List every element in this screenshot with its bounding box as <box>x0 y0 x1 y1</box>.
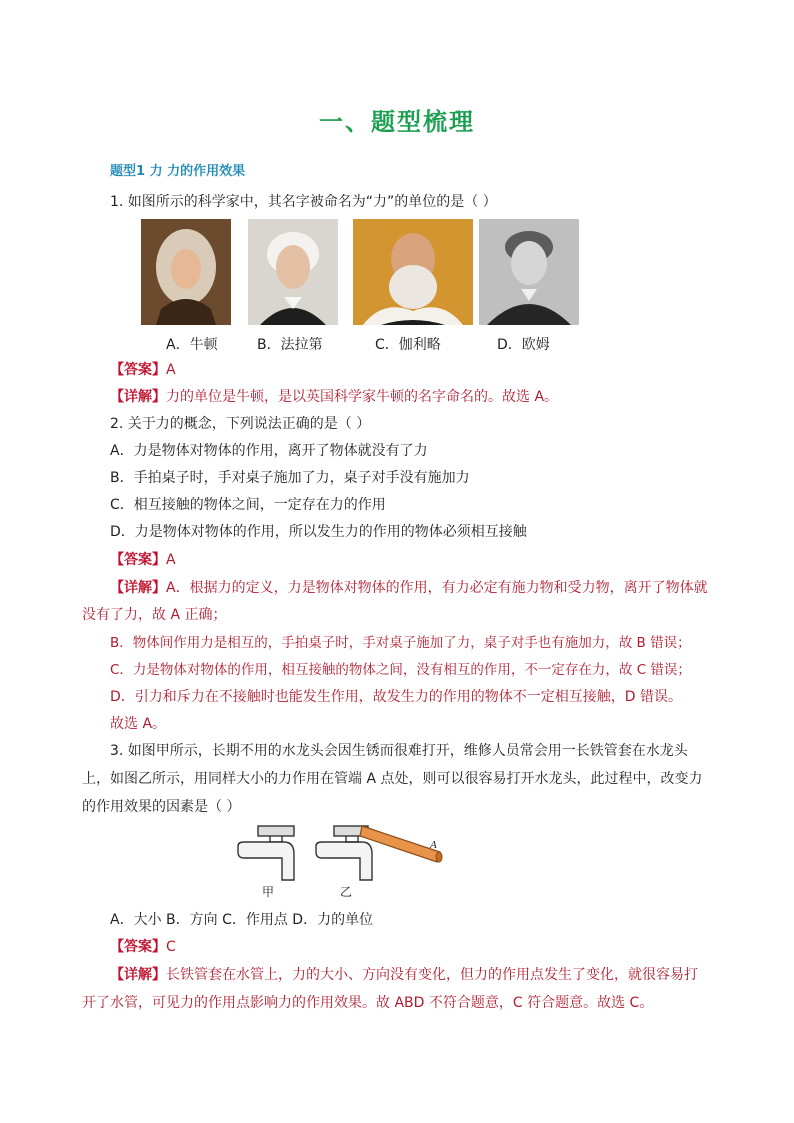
answer-value: C <box>166 939 176 955</box>
detail-text: A．根据力的定义，力是物体对物体的作用，有力必定有施力物和受力物，离开了物体就 <box>166 580 708 596</box>
q3-stem-line-2: 上，如图乙所示，用同样大小的力作用在管端 A 点处，则可以很容易打开水龙头，此过程中，改变力 <box>82 771 703 787</box>
section-title: 题型1 力 力的作用效果 <box>110 164 246 179</box>
q2-detail-line-1 <box>110 578 708 598</box>
q1-option-d: D．欧姆 <box>497 337 550 353</box>
q2-stem: 2. 关于力的概念，下列说法正确的是（ ） <box>110 416 371 432</box>
photo-faraday <box>248 219 338 325</box>
page-title: 一、题型梳理 <box>319 108 475 136</box>
q1-detail <box>110 387 558 407</box>
q3-stem-line-1: 3. 如图甲所示，长期不用的水龙头会因生锈而很难打开，维修人员常会用一长铁管套在水龙头 <box>110 743 688 759</box>
q2-detail-line-4: C．力是物体对物体的作用，相互接触的物体之间，没有相互的作用，不一定存在力，故 C 错误； <box>110 662 691 678</box>
fig-label-point-a: A <box>430 839 437 851</box>
answer-tag: 【答案】 <box>110 362 166 378</box>
q2-option-d: D．力是物体对物体的作用，所以发生力的作用的物体必须相互接触 <box>110 524 527 540</box>
q2-detail-line-3: B．物体间作用力是相互的，手拍桌子时，手对桌子施加了力，桌子对手也有施加力，故 B 错误； <box>110 635 691 651</box>
q2-detail-line-5: D．引力和斥力在不接触时也能发生作用，故发生力的作用的物体不一定相互接触，D 错误。 <box>110 689 683 705</box>
q1-option-a: A．牛顿 <box>166 337 218 353</box>
answer-tag: 【答案】 <box>110 939 166 955</box>
detail-text: 力的单位是牛顿，是以英国科学家牛顿的名字命名的。故选 A。 <box>166 389 559 405</box>
fig-label-right: 乙 <box>340 885 353 899</box>
q1-option-c: C．伽利略 <box>375 337 441 353</box>
detail-tag: 【详解】 <box>110 389 166 405</box>
q2-answer <box>110 550 176 570</box>
q1-stem: 1. 如图所示的科学家中，其名字被命名为“力”的单位的是（ ） <box>110 194 497 210</box>
q2-detail-line-2: 没有了力，故 A 正确； <box>82 607 227 623</box>
q3-detail-line-2: 开了水管，可见力的作用点影响力的作用效果。故 ABD 不符合题意，C 符合题意。故选 C。 <box>82 995 654 1011</box>
q2-option-a: A．力是物体对物体的作用，离开了物体就没有了力 <box>110 443 428 459</box>
photo-galileo <box>353 219 473 325</box>
faucet-diagram <box>234 822 454 902</box>
q2-option-b: B．手拍桌子时，手对桌子施加了力，桌子对手没有施加力 <box>110 470 470 486</box>
q3-answer <box>110 937 176 957</box>
detail-tag: 【详解】 <box>110 967 166 983</box>
q2-detail-line-6: 故选 A。 <box>110 716 167 732</box>
detail-text: 长铁管套在水管上，力的大小、方向没有变化，但力的作用点发生了变化，就很容易打 <box>166 967 698 983</box>
fig-label-left: 甲 <box>262 885 275 899</box>
detail-tag: 【详解】 <box>110 580 166 596</box>
answer-value: A <box>166 362 176 378</box>
q3-detail-line-1 <box>110 965 698 985</box>
answer-tag: 【答案】 <box>110 552 166 568</box>
q3-stem-line-3: 的作用效果的因素是（ ） <box>82 799 241 815</box>
photo-ohm <box>479 219 579 325</box>
q1-option-b: B．法拉第 <box>257 337 323 353</box>
q1-answer <box>110 360 176 380</box>
answer-value: A <box>166 552 176 568</box>
scientist-photos <box>141 219 581 327</box>
q2-option-c: C．相互接触的物体之间，一定存在力的作用 <box>110 497 386 513</box>
q3-options: A．大小 B．方向 C．作用点 D．力的单位 <box>110 912 374 928</box>
photo-newton <box>141 219 231 325</box>
